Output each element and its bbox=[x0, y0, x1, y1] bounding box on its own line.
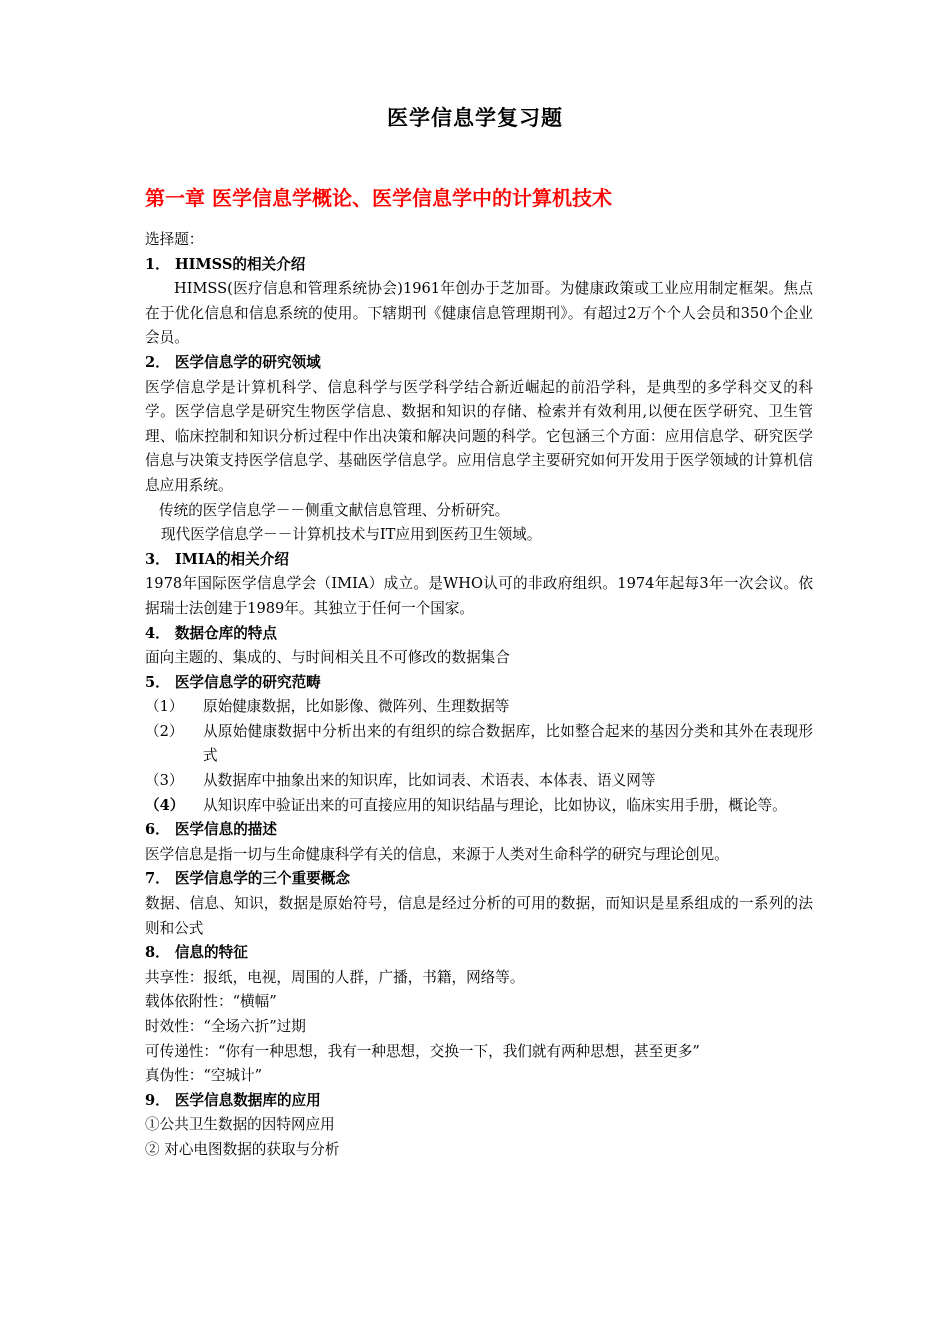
question-heading: 7． 医学信息学的三个重要概念 bbox=[145, 870, 350, 888]
list-item-text: 从知识库中验证出来的可直接应用的知识结晶与理论，比如协议，临床实用手册，概论等。 bbox=[203, 796, 787, 814]
answer-paragraph: 面向主题的、集成的、与时间相关且不可修改的数据集合 bbox=[145, 649, 510, 667]
answer-paragraph: 医学信息学是计算机科学、信息科学与医学科学结合新近崛起的前沿学科，是典型的多学科交叉的科学。医学信息学是研究生物医学信息、数据和知识的存储、检索并有效利用,以便在医学研究、卫生管理、临床控制和知识分析过程中作出决策和解决问题的科学。它包涵三个方面：应用信息学、研究医学信息与决策支持医学信息学、基础医学信息学。应用信息学主要研究如何开发用于医学领域的计算机信息应用系统。 bbox=[145, 378, 813, 494]
answer-paragraph: 载体依附性：“横幅” bbox=[145, 993, 277, 1011]
question-heading: 4． 数据仓库的特点 bbox=[145, 624, 277, 642]
question-heading: 5． 医学信息学的研究范畴 bbox=[145, 673, 321, 691]
answer-paragraph: ② 对心电图数据的获取与分析 bbox=[145, 1140, 340, 1158]
list-item bbox=[145, 769, 813, 794]
list-item-text: 从数据库中抽象出来的知识库，比如词表、术语表、本体表、语义网等 bbox=[203, 772, 656, 790]
list-item-number: （3） bbox=[145, 772, 184, 790]
list-item bbox=[145, 720, 813, 769]
chapter-title: 第一章 医学信息学概论、医学信息学中的计算机技术 bbox=[145, 186, 612, 210]
question-heading: 2． 医学信息学的研究领域 bbox=[145, 353, 321, 371]
answer-paragraph: 真伪性：“空城计” bbox=[145, 1067, 263, 1085]
document-title: 医学信息学复习题 bbox=[387, 105, 563, 130]
answer-paragraph: 1978年国际医学信息学会（IMIA）成立。是WHO认可的非政府组织。1974年起每3年一次会议。依据瑞士法创建于1989年。其独立于任何一个国家。 bbox=[145, 575, 813, 617]
answer-paragraph: ①公共卫生数据的因特网应用 bbox=[145, 1116, 335, 1134]
answer-paragraph: 传统的医学信息学－－侧重文献信息管理、分析研究。 bbox=[159, 501, 510, 519]
question-heading: 1． HIMSS的相关介绍 bbox=[145, 255, 306, 273]
answer-paragraph: 时效性：“全场六折”过期 bbox=[145, 1018, 306, 1035]
list-item-number: （4） bbox=[145, 796, 185, 814]
answer-paragraph: 数据、信息、知识，数据是原始符号，信息是经过分析的可用的数据，而知识是星系组成的一系列的法则和公式 bbox=[145, 895, 813, 937]
question-heading: 3． IMIA的相关介绍 bbox=[145, 550, 289, 568]
answer-paragraph: 现代医学信息学－－计算机技术与IT应用到医药卫生领域。 bbox=[161, 526, 542, 544]
answer-paragraph: 可传递性：“你有一种思想，我有一种思想，交换一下，我们就有两种思想，甚至更多” bbox=[145, 1042, 700, 1060]
answer-paragraph: 医学信息是指一切与生命健康科学有关的信息，来源于人类对生命科学的研究与理论创见。 bbox=[145, 845, 729, 863]
list-item-number: （2） bbox=[145, 722, 184, 740]
list-item-text: 原始健康数据，比如影像、微阵列、生理数据等 bbox=[203, 698, 510, 716]
list-item-text: 从原始健康数据中分析出来的有组织的综合数据库，比如整合起来的基因分类和其外在表现形式 bbox=[203, 722, 813, 765]
list-item bbox=[145, 794, 813, 819]
question-heading: 6． 医学信息的描述 bbox=[145, 821, 277, 839]
list-item-number: （1） bbox=[145, 698, 184, 716]
list-item bbox=[145, 695, 813, 720]
document-body bbox=[145, 228, 813, 1163]
section-label: 选择题： bbox=[145, 231, 204, 248]
answer-paragraph: HIMSS(医疗信息和管理系统协会)1961年创办于芝加哥。为健康政策或工业应用制定框架。焦点在于优化信息和信息系统的使用。下辖期刊《健康信息管理期刊》。有超过2万个个人会员和350个企业会员。 bbox=[145, 280, 813, 347]
question-heading: 8． 信息的特征 bbox=[145, 944, 248, 962]
answer-paragraph: 共享性：报纸，电视，周围的人群，广播，书籍，网络等。 bbox=[145, 968, 525, 986]
question-heading: 9． 医学信息数据库的应用 bbox=[145, 1091, 321, 1109]
